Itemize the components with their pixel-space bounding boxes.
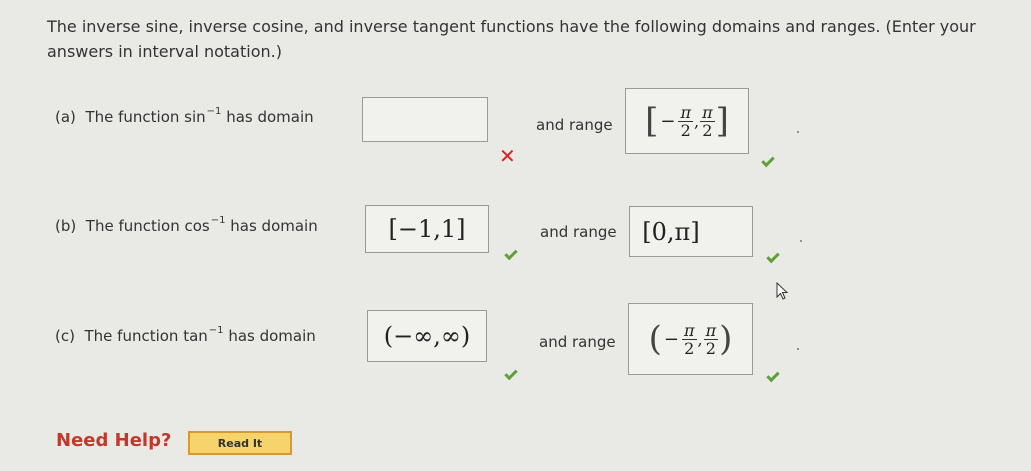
part-c-range-num2: π [705, 320, 717, 340]
part-c-exponent: −1 [208, 325, 224, 336]
part-c-range-comma: , [697, 329, 703, 349]
incorrect-x-icon: ✕ [499, 144, 516, 168]
part-a-letter: (a) [55, 108, 76, 126]
part-c-domain-input[interactable] [367, 310, 487, 362]
correct-check-icon [766, 250, 779, 263]
read-it-button[interactable]: Read It [188, 431, 292, 455]
part-a-range-num1: π [680, 102, 691, 122]
part-b-suffix: has domain [230, 217, 318, 235]
dot-divider [797, 131, 799, 133]
part-c-suffix: has domain [228, 327, 316, 345]
part-c-domain-value: (−∞,∞) [383, 322, 471, 350]
part-a-domain-input[interactable] [362, 97, 488, 142]
part-a-range-close: ] [715, 101, 729, 141]
part-c-range-num1: π [683, 320, 695, 340]
part-a-suffix: has domain [226, 108, 314, 126]
part-a-prompt [55, 108, 314, 126]
part-c-range-den2: 2 [705, 338, 716, 358]
part-a-range-den2: 2 [702, 120, 713, 140]
correct-check-icon [504, 367, 517, 380]
part-c-range-close: ) [719, 319, 733, 359]
part-b-prompt [55, 217, 318, 235]
part-c-letter: (c) [55, 327, 75, 345]
dot-divider [800, 240, 802, 242]
correct-check-icon [761, 154, 774, 167]
part-a-exponent: −1 [206, 106, 222, 117]
mouse-cursor-icon [776, 282, 790, 302]
part-a-range-num2: π [702, 102, 713, 122]
need-help-label: Need Help? [56, 430, 172, 451]
part-a-range-minus: − [660, 110, 676, 132]
correct-check-icon [766, 369, 779, 382]
part-a-prefix: The function sin [85, 108, 206, 126]
part-a-range-input[interactable] [625, 88, 749, 154]
part-a-range-open: [ [645, 101, 659, 141]
part-a-range-comma: , [694, 111, 700, 131]
part-c-range-input[interactable] [628, 303, 753, 375]
part-a-range-label: and range [536, 116, 613, 134]
part-b-letter: (b) [55, 217, 77, 235]
dot-divider [797, 348, 799, 350]
part-b-range-value: [0,π] [642, 217, 700, 246]
part-b-range-input[interactable] [629, 206, 753, 257]
part-b-domain-value: [−1,1] [388, 215, 466, 243]
part-b-range-label: and range [540, 223, 617, 241]
part-c-prefix: The function tan [84, 327, 208, 345]
part-c-range-open: ( [648, 319, 662, 359]
part-c-range-minus: − [663, 328, 679, 350]
part-c-range-label: and range [539, 333, 616, 351]
instructions-text: The inverse sine, inverse cosine, and inverse tangent functions have the following domains and ranges. (Enter your answers in interval notation.) [47, 17, 976, 61]
part-b-prefix: The function cos [85, 217, 210, 235]
part-c-range-den1: 2 [684, 338, 695, 358]
part-a-range-den1: 2 [680, 120, 691, 140]
part-b-domain-input[interactable] [365, 205, 489, 253]
part-c-prompt [55, 327, 316, 345]
correct-check-icon [504, 247, 517, 260]
part-b-exponent: −1 [210, 215, 226, 226]
